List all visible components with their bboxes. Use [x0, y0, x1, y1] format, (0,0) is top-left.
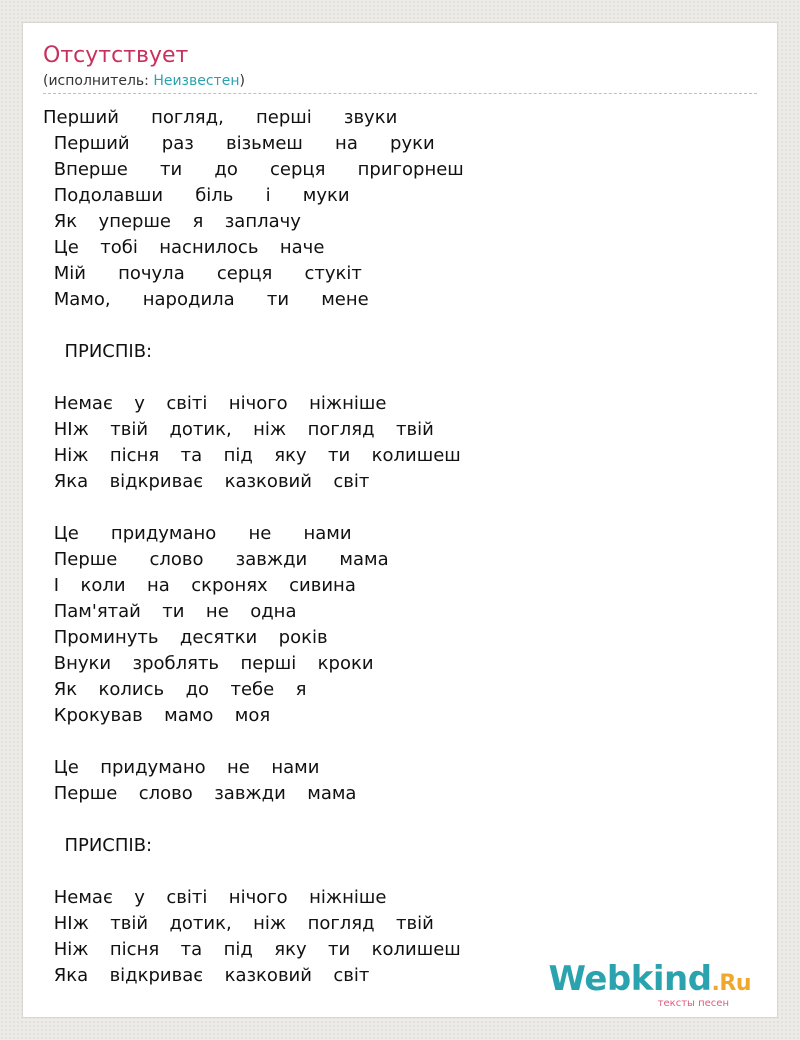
artist-line	[43, 73, 245, 89]
artist-suffix: )	[239, 73, 245, 89]
lyric-line: Це придумано не нами	[43, 757, 320, 778]
lyric-line: Перше слово завжди мама	[43, 783, 357, 804]
lyric-line: Немає у світі нічого ніжніше	[43, 887, 387, 908]
lyric-line: Мамо, народила ти мене	[43, 289, 369, 310]
lyric-line: Пам'ятай ти не одна	[43, 601, 297, 622]
lyric-line: Яка відкриває казковий світ	[43, 965, 370, 986]
logo-tld: .Ru	[711, 971, 751, 996]
lyric-line	[43, 859, 743, 885]
lyric-line: Подолавши біль і муки	[43, 185, 350, 206]
artist-prefix: (исполнитель:	[43, 73, 154, 89]
lyric-line	[43, 495, 743, 521]
lyric-line: Мій почула серця стукіт	[43, 263, 362, 284]
lyric-line: І коли на скронях сивина	[43, 575, 356, 596]
artist-link[interactable]: Неизвестен	[153, 73, 240, 89]
lyric-line: Як уперше я заплачу	[43, 211, 301, 232]
lyric-line	[43, 365, 743, 391]
lyric-line: Це тобі наснилось наче	[43, 237, 325, 258]
lyric-line: НІж твій дотик, ніж погляд твій	[43, 913, 434, 934]
lyric-line: Внуки зроблять перші кроки	[43, 653, 374, 674]
lyric-line: ПРИСПІВ:	[43, 341, 153, 362]
site-logo[interactable]	[549, 961, 751, 1009]
lyric-line: Як колись до тебе я	[43, 679, 307, 700]
lyric-line: Вперше ти до серця пригорнеш	[43, 159, 464, 180]
lyric-line	[43, 807, 743, 833]
song-title: Отсутствует	[43, 43, 189, 68]
lyric-line: Крокував мамо моя	[43, 705, 271, 726]
lyric-line: Перший раз візьмеш на руки	[43, 133, 435, 154]
lyric-line: НІж твій дотик, ніж погляд твій	[43, 419, 434, 440]
lyric-line: Ніж пісня та під яку ти колишеш	[43, 445, 461, 466]
lyric-line: Ніж пісня та під яку ти колишеш	[43, 939, 461, 960]
lyric-line	[43, 729, 743, 755]
lyric-line: ПРИСПІВ:	[43, 835, 153, 856]
lyrics-text	[43, 105, 743, 989]
dashed-divider	[43, 93, 757, 94]
lyric-line: Яка відкриває казковий світ	[43, 471, 370, 492]
lyrics-card	[22, 22, 778, 1018]
lyric-line: Проминуть десятки років	[43, 627, 328, 648]
logo-wordmark: Webkind	[548, 959, 712, 999]
lyric-line	[43, 313, 743, 339]
logo-tagline: тексты песен	[657, 998, 729, 1009]
lyric-line: Це придумано не нами	[43, 523, 352, 544]
lyric-line: Перший погляд, перші звуки	[43, 107, 398, 128]
lyric-line: Немає у світі нічого ніжніше	[43, 393, 387, 414]
lyric-line: Перше слово завжди мама	[43, 549, 389, 570]
